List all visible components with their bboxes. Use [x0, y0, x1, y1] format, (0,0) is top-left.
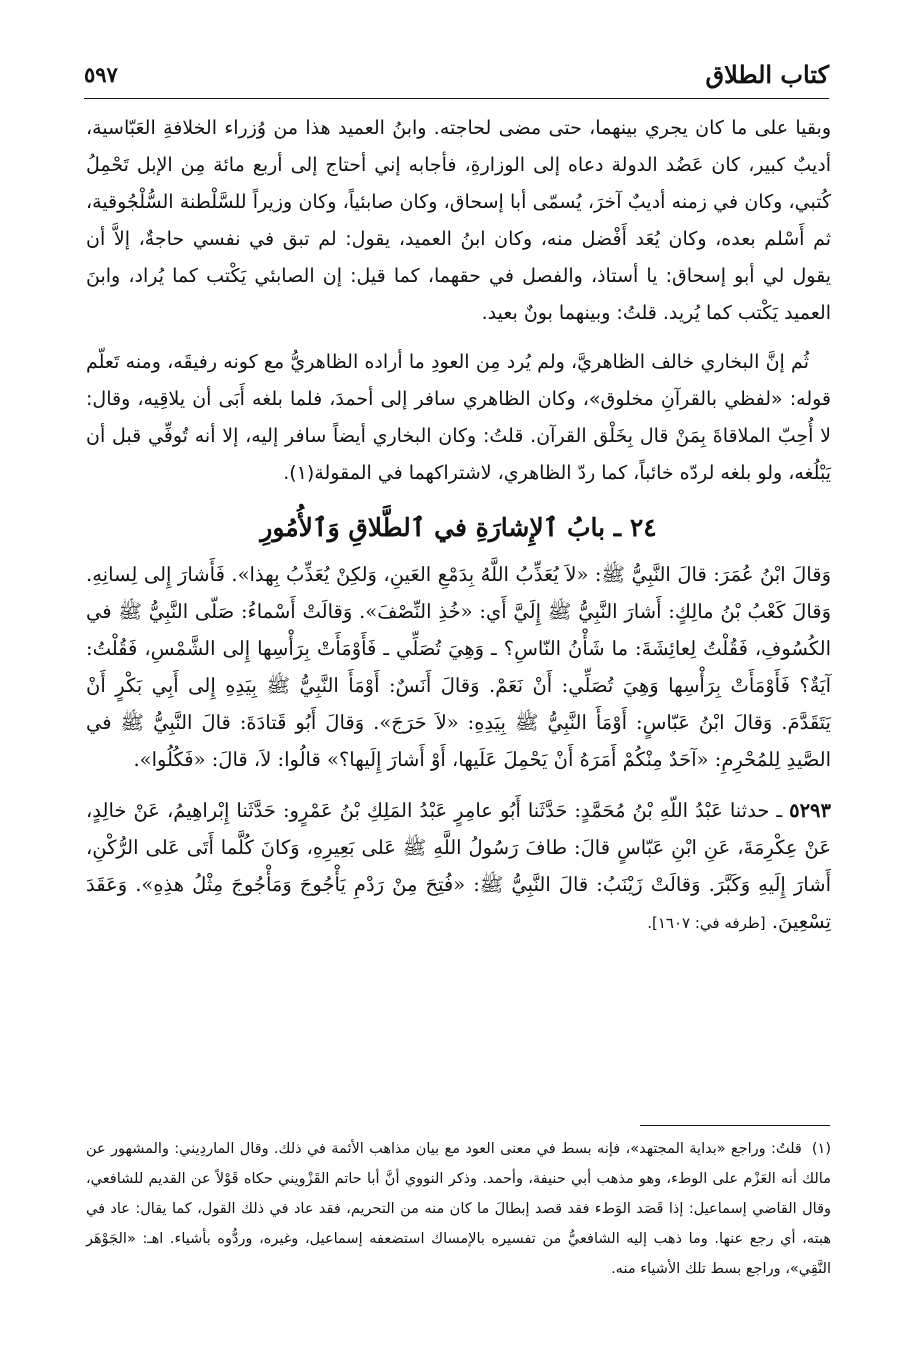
commentary-paragraph-1: وبقيا على ما كان يجري بينهما، حتى مضى لحاجته. وابنُ العميد هذا من وُزراء الخلافةِ العَبّاسية، أديبٌ كبير، كان عَضُد الدولة دعاه إلى الوزارةِ، فأجابه إني أحتاج إلى أربع مائة مِن الإبل تَحْمِلُ كُتبي، وكان في زمنه أديبٌ آخرَ، يُسمّى أبا إسحاق، وكان صابئياً، وكان وزيراً للسَّلْطنة السُّلْجُوقية، ثم أَسْلم بعده، وكان يُعَد أَفْضل منه، وكان ابنُ العميد، يقول: لم تبق في نفسي حاجةٌ، إلاَّ أن يقول لي أبو إسحاق: يا أستاذ، والفصل في حقهما، كما قيل: إن الصابئي يَكْتب كما يُراد، وابنَ العميد يَكْتب كما يُريد. قلتُ: وبينهما بونٌ بعيد.: [86, 117, 831, 324]
commentary-paragraph-2: ثُم إنَّ البخاري خالف الظاهريَّ، ولم يُرد مِن العودِ ما أراده الظاهريُّ مع كونه رفيقَه، ومنه تَعلّم قوله: «لفظي بالقرآنِ مخلوق»، وكان الظاهري سافر إلى أحمدَ، فلما بلغه أَبَى أن يلاقِيه، وقال: لا أُحِبّ الملاقاةَ بِمَنْ قال بِخَلْق القرآن. قلتُ: وكان البخاري أيضاً سافر إليه، إلا أنه تُوفِّي قبل أن يَبْلُغه، ولو بلغه لردّه خائباً، كما ردّ الظاهري، لاشتراكهما في المقولة(١).: [86, 351, 831, 484]
hadith-cross-reference: [طرفه في: ١٦٠٧].: [647, 914, 766, 932]
footnote-divider: [640, 1125, 830, 1126]
main-text: [86, 110, 831, 942]
footnote-text: قلتُ: وراجع «بداية المجتهد»، فإنه بسط في معنى العود مع بيان مذاهب الأئمة في ذلك. وقال الماردِيني: والمشهور عن مالك أنه العَزْم على الوطء، وهو مذهب أبي حنيفة، وأحمد. وذكر النووي أنَّ أبا حاتم القَزْويني حكاه قَوْلاً عن القديم للشافعي، وقال القاضي إسماعيل: إذا قَصَد الوَطء فقد قصد إبطالَ ما كان منه من التحريم، فقد عاد في ذلك القول، كما يقال: عاد في هبته، أي رجع عنها. وما ذهب إليه الشافعيُّ من تفسيره بالإمساك استضعفه إسماعيل، وغيره، وردُّوه بأشياء. اهـ: «الجَوْهَر النَّقِي»، وراجع بسط تلك الأشياء منه.: [86, 1141, 831, 1277]
page-header: [84, 52, 829, 99]
running-title: كتاب الطلاق: [705, 60, 829, 89]
page-number: ٥٩٧: [84, 62, 118, 87]
footnote: [86, 1134, 831, 1284]
hadith-number: ٥٢٩٣: [789, 799, 831, 822]
footnote-marker: (١): [811, 1141, 831, 1157]
chapter-narrations: وَقالَ ابْنُ عُمَرَ: قالَ النَّبِيُّ ﷺ: «لاَ يُعَذِّبُ اللَّهُ بِدَمْعِ العَينِ، وَلكِنْ يُعَذِّبُ بِهذا». فَأَشارَ إِلى لِسانِهِ. وَقالَ كَعْبُ بْنُ مالِكٍ: أَشارَ النَّبِيُّ ﷺ إِلَيَّ أَي: «خُذِ النِّصْفَ». وَقالَتْ أَسْماءُ: صَلّى النَّبِيُّ ﷺ في الكُسُوفِ، فَقُلْتُ لِعائِشَةَ: ما شَأْنُ النّاسِ؟ ـ وَهِيَ تُصَلِّي ـ فَأَوْمَأَتْ بِرَأْسِها إِلى الشَّمْسِ، فَقُلْتُ: آيَةٌ؟ فَأَوْمَأَتْ بِرَأْسِها وَهِيَ تُصَلِّي: أَنْ نَعَمْ. وَقالَ أَنَسٌ: أَوْمَأَ النَّبِيُّ ﷺ بِيَدِهِ إِلى أَبِي بَكْرٍ أَنْ يَتَقَدَّمَ. وَقالَ ابْنُ عَبّاسٍ: أَوْمَأَ النَّبِيُّ ﷺ بِيَدِهِ: «لاَ حَرَجَ». وَقالَ أَبُو قَتادَةَ: قالَ النَّبِيُّ ﷺ في الصَّيدِ لِلمُحْرِمِ: «آحَدٌ مِنْكُمْ أَمَرَهُ أَنْ يَحْمِلَ عَلَيها، أَوْ أَشارَ إِلَيها؟» قالُوا: لاَ، قالَ: «فَكُلُوا».: [86, 563, 831, 771]
hadith-entry: [86, 792, 831, 942]
hadith-text: ـ حدثنا عَبْدُ اللّهِ بْنُ مُحَمَّدٍ: حَدَّثَنا أَبُو عامِرٍ عَبْدُ المَلِكِ بْنُ عَمْرٍو: حَدَّثَنا إِبْراهِيمُ، عَنْ خالِدٍ، عَنْ عِكْرِمَةَ، عَنِ ابْنِ عَبّاسٍ قالَ: طافَ رَسُولُ اللَّهِ ﷺ عَلى بَعِيرِهِ، وَكانَ كُلَّما أَتَى عَلى الرُّكْنِ، أَشارَ إِلَيهِ وَكَبَّرَ. وَقالَتْ زَيْنَبُ: قالَ النَّبِيُّ ﷺ: «فُتِحَ مِنْ رَدْمِ يَأْجُوجَ وَمَأْجُوجَ مِثْلُ هذِهِ». وَعَقَدَ تِسْعِينَ.: [86, 799, 831, 933]
chapter-heading: ٢٤ ـ بابُ ٱلإِشارَةِ في ٱلطَّلاقِ وَٱلأُمُورِ: [260, 513, 657, 542]
